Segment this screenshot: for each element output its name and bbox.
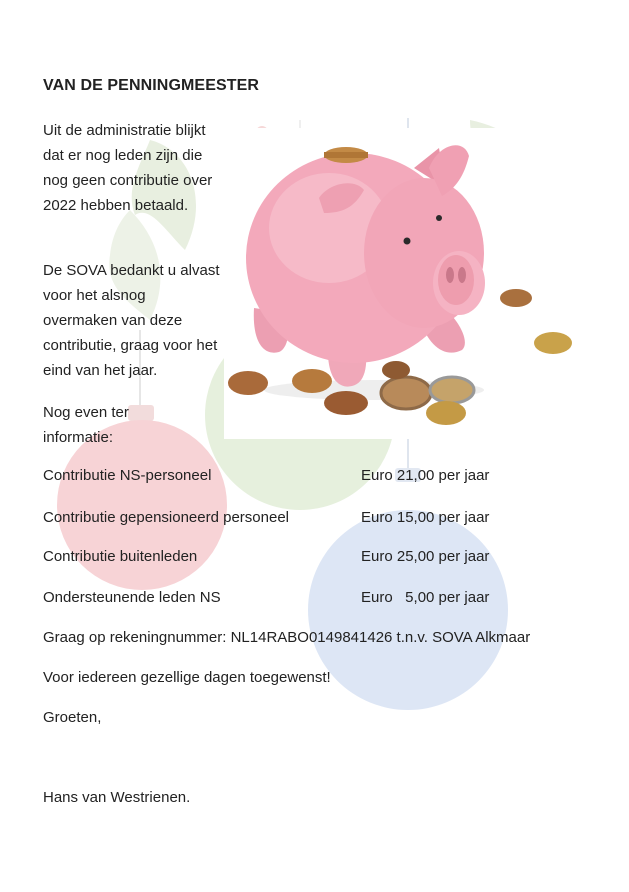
- fee-amount: Euro 21,00 per jaar: [361, 467, 490, 484]
- intro-paragraph: Uit de administratie blijkt dat er nog leden zijn die nog geen contributie over 2022 hebben betaald.: [43, 122, 213, 214]
- fee-label: Contributie gepensioneerd personeel: [43, 509, 290, 526]
- fee-amount: Euro 25,00 per jaar: [361, 548, 490, 565]
- fee-amount: Euro 5,00 per jaar: [361, 589, 490, 606]
- fee-row: [43, 509, 603, 531]
- wishes-line: Voor iedereen gezellige dagen toegewenst!: [43, 669, 331, 686]
- account-line: Graag op rekeningnummer: NL14RABO0149841426 t.n.v. SOVA Alkmaar: [43, 629, 531, 646]
- fee-label: Contributie NS-personeel: [43, 467, 212, 484]
- fee-row: [43, 589, 603, 611]
- greeting: Groeten,: [43, 709, 102, 726]
- fee-amount: Euro 15,00 per jaar: [361, 509, 490, 526]
- fee-label: Contributie buitenleden: [43, 548, 198, 565]
- fee-row: [43, 548, 603, 570]
- fee-row: [43, 467, 603, 489]
- fee-label: Ondersteunende leden NS: [43, 589, 221, 606]
- signature: Hans van Westrienen.: [43, 789, 191, 806]
- intro-paragraph: Nog even ter informatie:: [43, 404, 129, 446]
- page-title: VAN DE PENNINGMEESTER: [43, 77, 260, 94]
- intro-paragraph: De SOVA bedankt u alvast voor het alsnog overmaken van deze contributie, graag voor het eind van het jaar.: [43, 262, 220, 379]
